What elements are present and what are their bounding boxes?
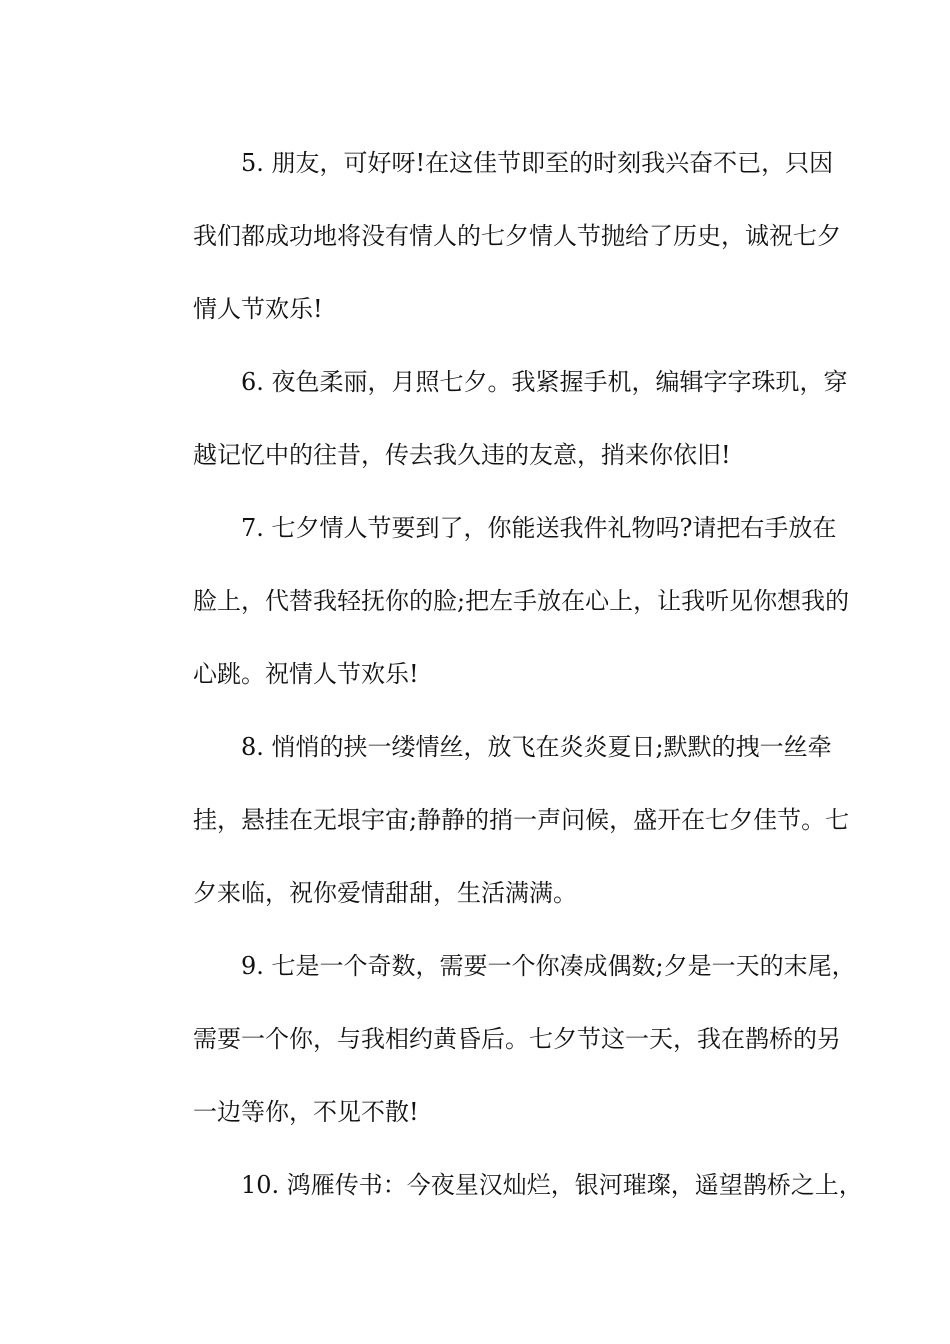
paragraph-5 [145, 127, 841, 346]
document-body [145, 127, 863, 1222]
text-line: 我们都成功地将没有情人的七夕情人节抛给了历史，诚祝七夕 [193, 222, 841, 250]
text-line: 一边等你，不见不散! [193, 1098, 419, 1126]
paragraph-10 [145, 1149, 863, 1222]
text-line: 5. 朋友，可好呀!在这佳节即至的时刻我兴奋不已，只因 [241, 149, 834, 177]
text-line: 8. 悄悄的挟一缕情丝，放飞在炎炎夏日;默默的拽一丝牵 [241, 733, 832, 761]
text-line: 7. 七夕情人节要到了，你能送我件礼物吗?请把右手放在 [241, 514, 837, 542]
paragraph-7 [145, 492, 850, 711]
text-line: 夕来临，祝你爱情甜甜，生活满满。 [193, 879, 577, 907]
text-line: 越记忆中的往昔，传去我久违的友意，捎来你依旧! [193, 441, 731, 469]
text-line: 6. 夜色柔丽，月照七夕。我紧握手机，编辑字字珠玑，穿 [241, 368, 848, 396]
paragraph-6 [145, 346, 848, 492]
text-line: 10. 鸿雁传书：今夜星汉灿烂，银河璀璨，遥望鹊桥之上， [241, 1171, 863, 1199]
text-line: 需要一个你，与我相约黄昏后。七夕节这一天，我在鹊桥的另 [193, 1025, 841, 1053]
text-line: 情人节欢乐! [193, 295, 323, 323]
paragraph-8 [145, 711, 850, 930]
text-line: 挂，悬挂在无垠宇宙;静静的捎一声问候，盛开在七夕佳节。七 [193, 806, 850, 834]
text-line: 脸上，代替我轻抚你的脸;把左手放在心上，让我听见你想我的 [193, 587, 850, 615]
text-line: 9. 七是一个奇数，需要一个你凑成偶数;夕是一天的末尾， [241, 952, 856, 980]
paragraph-9 [145, 930, 856, 1149]
text-line: 心跳。祝情人节欢乐! [193, 660, 419, 688]
